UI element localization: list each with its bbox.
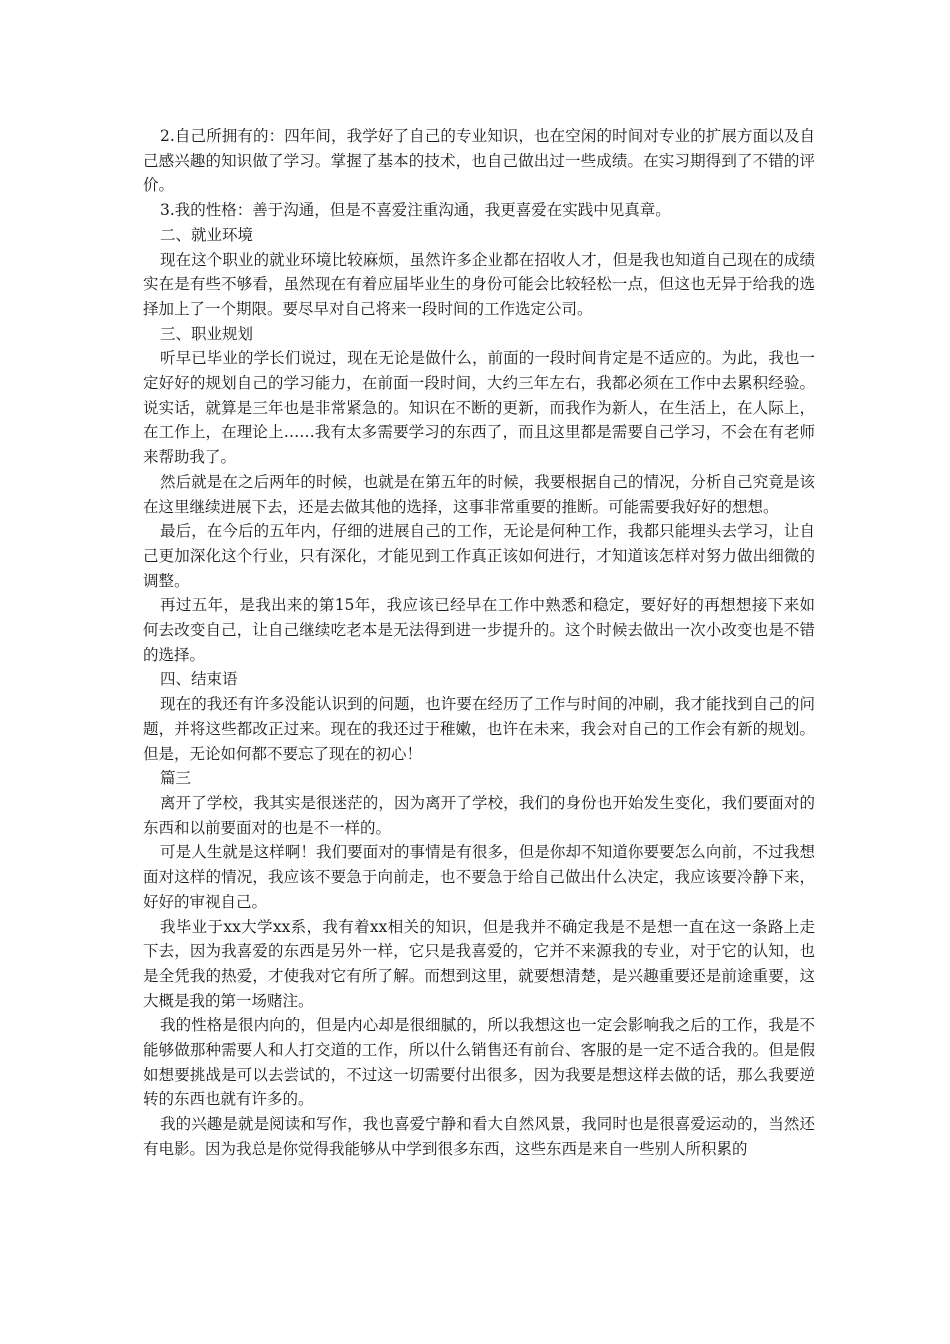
section-heading-career-planning: 三、职业规划 xyxy=(160,324,254,343)
paragraph-career-planning-1: 听早已毕业的学长们说过，现在无论是做什么，前面的一段时间肯定是不适应的。为此，我也一定好好的规划自己的学习能力，在前面一段时间，大约三年左右，我都必须在工作中去累积经验。说实话，就算是三年也是非常紧急的。知识在不断的更新，而我作为新人，在生活上，在人际上，在工作上，在理论上……我有太多需要学习的东西了，而且这里都是需要自己学习，不会在有老师来帮助我了。 xyxy=(143,349,815,467)
paragraph-part-three-2: 可是人生就是这样啊！我们要面对的事情是有很多，但是你却不知道你要要怎么向前，不过我想面对这样的情况，我应该不要急于向前走，也不要急于给自己做出什么决定，我应该要冷静下来，好好的审视自己。 xyxy=(143,843,815,911)
paragraph-employment-environment: 现在这个职业的就业环境比较麻烦，虽然许多企业都在招收人才，但是我也知道自己现在的成绩实在是有些不够看，虽然现在有着应届毕业生的身份可能会比较轻松一点，但这也无异于给我的选择加上了一个期限。要尽早对自己将来一段时间的工作选定公司。 xyxy=(143,250,815,318)
document-body xyxy=(143,124,815,1162)
paragraph-part-three-1: 离开了学校，我其实是很迷茫的，因为离开了学校，我们的身份也开始发生变化，我们要面对的东西和以前要面对的也是不一样的。 xyxy=(143,793,815,837)
paragraph-part-three-5: 我的兴趣是就是阅读和写作，我也喜爱宁静和看大自然风景，我同时也是很喜爱运动的，当然还有电影。因为我总是你觉得我能够从中学到很多东西，这些东西是来自一些别人所积累的 xyxy=(143,1115,815,1158)
paragraph-career-planning-3: 最后，在今后的五年内，仔细的进展自己的工作，无论是何种工作，我都只能埋头去学习，让自己更加深化这个行业，只有深化，才能见到工作真正该如何进行，才知道该怎样对努力做出细微的调整。 xyxy=(143,522,815,590)
paragraph-personality: 3.我的性格：善于沟通，但是不喜爱注重沟通，我更喜爱在实践中见真章。 xyxy=(160,201,671,220)
paragraph-conclusion: 现在的我还有许多没能认识到的问题，也许要在经历了工作与时间的冲刷，我才能找到自己的问题，并将这些都改正过来。现在的我还过于稚嫩，也许在未来，我会对自己的工作会有新的规划。但是，无论如何都不要忘了现在的初心！ xyxy=(143,695,815,763)
paragraph-career-planning-4: 再过五年，是我出来的第15年，我应该已经早在工作中熟悉和稳定，要好好的再想想接下来如何去改变自己，让自己继续吃老本是无法得到进一步提升的。这个时候去做出一次小改变也是不错的选择。 xyxy=(143,596,815,664)
paragraph-self-assets: 2.自己所拥有的：四年间，我学好了自己的专业知识，也在空闲的时间对专业的扩展方面以及自己感兴趣的知识做了学习。掌握了基本的技术，也自己做出过一些成绩。在实习期得到了不错的评价。 xyxy=(143,127,815,195)
paragraph-part-three-4: 我的性格是很内向的，但是内心却是很细腻的，所以我想这也一定会影响我之后的工作，我是不能够做那种需要人和人打交道的工作，所以什么销售还有前台、客服的是一定不适合我的。但是假如想要挑战是可以去尝试的，不过这一切需要付出很多，因为我要是想这样去做的话，那么我要逆转的东西也就有许多的。 xyxy=(143,1016,815,1109)
paragraph-career-planning-2: 然后就是在之后两年的时候，也就是在第五年的时候，我要根据自己的情况，分析自己究竟是该在这里继续进展下去，还是去做其他的选择，这事非常重要的推断。可能需要我好好的想想。 xyxy=(143,472,815,516)
paragraph-part-three-3: 我毕业于xx大学xx系，我有着xx相关的知识，但是我并不确定我是不是想一直在这一条路上走下去，因为我喜爱的东西是另外一样，它只是我喜爱的，它并不来源我的专业，对于它的认知，也是全凭我的热爱，才使我对它有所了解。而想到这里，就要想清楚，是兴趣重要还是前途重要，这大概是我的第一场赌注。 xyxy=(143,917,815,1010)
section-heading-employment-environment: 二、就业环境 xyxy=(160,225,254,244)
section-heading-conclusion: 四、结束语 xyxy=(160,670,238,689)
section-heading-part-three: 篇三 xyxy=(160,769,192,788)
